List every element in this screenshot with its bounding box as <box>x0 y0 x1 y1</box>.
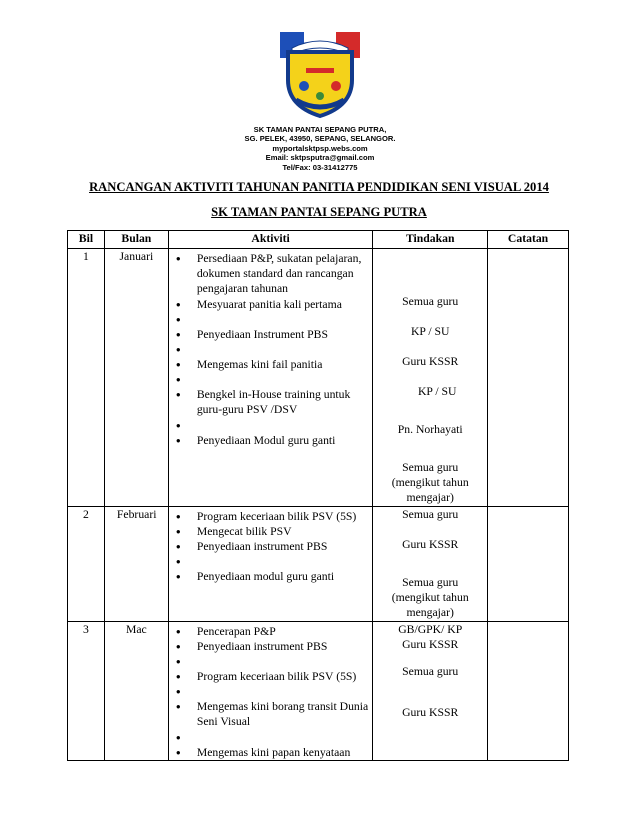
school-address: SG. PELEK, 43950, SEPANG, SELANGOR. <box>244 134 396 144</box>
school-address-block <box>220 125 420 172</box>
header-bil: Bil <box>68 231 105 249</box>
table-header-row <box>68 231 569 249</box>
header-tindakan: Tindakan <box>373 231 488 249</box>
spacer <box>169 684 368 699</box>
tindakan-item: KP / SU <box>417 384 457 398</box>
row-catatan <box>488 249 569 507</box>
row-aktiviti <box>168 621 372 760</box>
tindakan-item: Guru KSSR <box>402 537 459 551</box>
row-bulan: Februari <box>104 506 168 621</box>
row-catatan <box>488 506 569 621</box>
row-bil: 1 <box>68 249 105 507</box>
spacer <box>169 312 368 327</box>
tindakan-item: mengajar) <box>406 606 454 620</box>
spacer <box>169 418 368 433</box>
list-item: ● Penyediaan Modul guru ganti <box>169 433 368 448</box>
tindakan-item: KP / SU <box>410 325 450 339</box>
tindakan-item: Semua guru <box>402 507 459 521</box>
list-item: ● Mesyuarat panitia kali pertama <box>169 297 368 312</box>
tindakan-item: GB/GPK/ KP <box>398 622 463 636</box>
header-catatan: Catatan <box>488 231 569 249</box>
spacer <box>169 342 368 357</box>
row-bil: 2 <box>68 506 105 621</box>
tindakan-item: Semua guru <box>402 461 459 475</box>
spacer <box>169 730 368 745</box>
list-item: ● Program keceriaan bilik PSV (5S) <box>169 509 368 524</box>
tindakan-item: Pn. Norhayati <box>397 422 463 436</box>
table-row <box>68 621 569 760</box>
table-row <box>68 249 569 507</box>
spacer <box>169 372 368 387</box>
tindakan-item: Guru KSSR <box>402 637 459 651</box>
row-bil: 3 <box>68 621 105 760</box>
row-tindakan <box>373 249 488 507</box>
document-title: RANCANGAN AKTIVITI TAHUNAN PANITIA PENDIDIKAN SENI VISUAL 2014 <box>89 180 549 194</box>
document-subtitle: SK TAMAN PANTAI SEPANG PUTRA <box>211 205 427 219</box>
row-bulan: Januari <box>104 249 168 507</box>
list-item: ● Pencerapan P&P <box>169 624 368 639</box>
row-tindakan <box>373 506 488 621</box>
row-tindakan <box>373 621 488 760</box>
school-email: Email: sktpsputra@gmail.com <box>265 153 375 163</box>
list-item: ● Mengemas kini borang transit Dunia Seni Visual <box>169 699 368 729</box>
row-catatan <box>488 621 569 760</box>
table-row <box>68 506 569 621</box>
list-item: ● Penyediaan instrument PBS <box>169 639 368 654</box>
list-item: ● Penyediaan modul guru ganti <box>169 569 368 584</box>
school-website: myportalsktpsp.webs.com <box>272 143 368 153</box>
activity-table <box>67 230 569 761</box>
list-item: ● Penyediaan instrument PBS <box>169 539 368 554</box>
row-bulan: Mac <box>104 621 168 760</box>
tindakan-item: (mengikut tahun <box>391 591 469 605</box>
header-aktiviti: Aktiviti <box>168 231 372 249</box>
tindakan-item: (mengikut tahun <box>391 476 469 490</box>
list-item: ● Persediaan P&P, sukatan pelajaran, dokumen standard dan rancangan pengajaran tahunan <box>169 251 368 297</box>
spacer <box>169 654 368 669</box>
tindakan-item: Semua guru <box>402 295 459 308</box>
list-item: ● Program keceriaan bilik PSV (5S) <box>169 669 368 684</box>
list-item: ● Mengemas kini papan kenyataan <box>169 745 368 760</box>
tindakan-item: Guru KSSR <box>402 355 459 369</box>
header-bulan: Bulan <box>104 231 168 249</box>
row-aktiviti <box>168 506 372 621</box>
school-crest-icon <box>278 30 362 120</box>
spacer <box>169 554 368 569</box>
school-telfax: Tel/Fax: 03-31412775 <box>282 162 358 172</box>
row-aktiviti <box>168 249 372 507</box>
tindakan-item: Semua guru <box>402 576 459 590</box>
school-name: SK TAMAN PANTAI SEPANG PUTRA, <box>253 125 387 134</box>
tindakan-item: Semua guru <box>402 665 459 679</box>
list-item: ● Mengecat bilik PSV <box>169 524 368 539</box>
tindakan-item: Guru KSSR <box>402 706 459 720</box>
list-item: ● Penyediaan Instrument PBS <box>169 327 368 342</box>
list-item: ● Mengemas kini fail panitia <box>169 357 368 372</box>
list-item: ● Bengkel in-House training untuk guru-guru PSV /DSV <box>169 387 368 417</box>
tindakan-item: mengajar) <box>406 491 454 505</box>
